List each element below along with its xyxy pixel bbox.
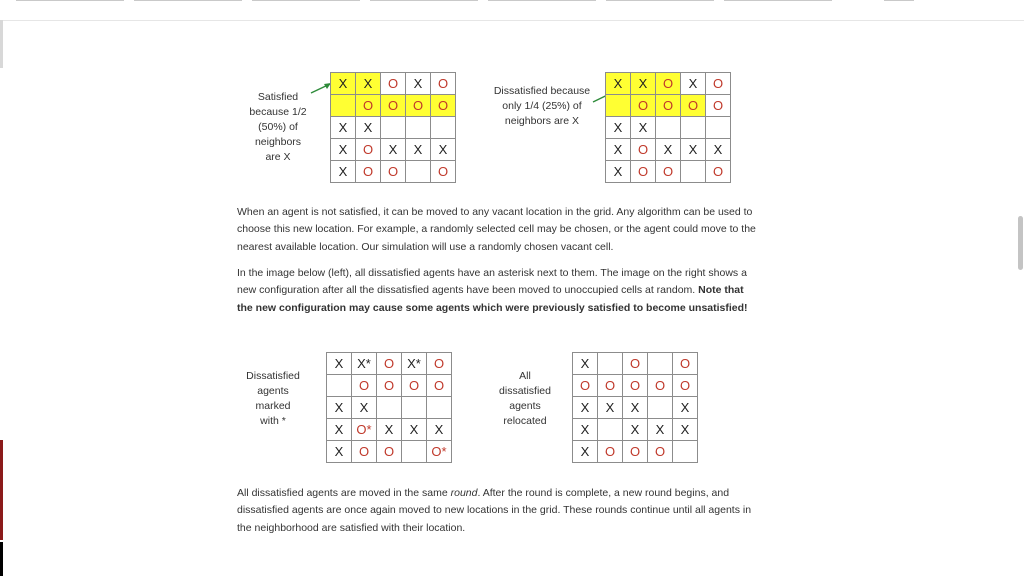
grid-cell: X — [656, 139, 681, 161]
figure2-left-grid — [326, 352, 452, 463]
paragraph-vacant-location: When an agent is not satisfied, it can be moved to any vacant location in the grid. Any algorithm can be used to choose this new location. For example, a randomly selected cell may be chosen, or the agent could move to the nearest available location. Our simulation will use a randomly chosen vacant cell. — [237, 206, 756, 253]
grid-cell: O — [656, 73, 681, 95]
grid-cell: O — [427, 353, 452, 375]
grid-cell: O — [681, 95, 706, 117]
grid-row — [327, 441, 452, 463]
caption-line: agents — [257, 385, 289, 397]
grid-row — [331, 161, 456, 183]
grid-row — [331, 95, 456, 117]
grid-row — [327, 353, 452, 375]
grid-cell: O — [631, 161, 656, 183]
caption-line: (50%) of — [258, 121, 298, 133]
caption-line: neighbors — [254, 136, 302, 148]
grid-cell: O — [431, 95, 456, 117]
grid-cell: X — [598, 397, 623, 419]
figure1-left-caption — [240, 90, 316, 165]
grid-cell: X — [573, 441, 598, 463]
caption-line: Dissatisfied because — [493, 85, 591, 97]
grid-cell: X — [623, 419, 648, 441]
grid-cell: O — [631, 95, 656, 117]
grid-cell: O — [706, 95, 731, 117]
figure1-right-grid — [605, 72, 731, 183]
grid-cell: X — [406, 73, 431, 95]
grid-cell: O — [648, 441, 673, 463]
grid-row — [331, 117, 456, 139]
grid-cell: X — [402, 419, 427, 441]
grid-cell: O — [623, 375, 648, 397]
grid-row — [573, 441, 698, 463]
grid-cell: X — [606, 73, 631, 95]
grid-cell: X — [406, 139, 431, 161]
grid-cell: X — [681, 139, 706, 161]
grid-cell — [706, 117, 731, 139]
caption-line: Satisfied — [257, 91, 299, 103]
grid-row — [573, 419, 698, 441]
caption-line: agents — [509, 400, 541, 412]
grid-cell: O — [623, 441, 648, 463]
grid-cell: O — [431, 161, 456, 183]
grid-cell: O — [673, 375, 698, 397]
grid-cell: X — [327, 441, 352, 463]
grid-row — [327, 419, 452, 441]
grid-cell: O* — [352, 419, 377, 441]
grid-cell: O — [706, 161, 731, 183]
grid-cell: X — [356, 73, 381, 95]
grid-cell — [606, 95, 631, 117]
grid-cell: X — [352, 397, 377, 419]
grid-cell: X — [331, 139, 356, 161]
grid-cell: X — [327, 353, 352, 375]
grid-cell: X — [327, 397, 352, 419]
grid-row — [606, 73, 731, 95]
grid-cell — [431, 117, 456, 139]
figure2-left-caption — [236, 369, 310, 429]
grid-cell: X — [427, 419, 452, 441]
paragraph-italic-term: round — [450, 487, 478, 499]
grid-cell: X — [681, 73, 706, 95]
grid-cell: O — [377, 353, 402, 375]
grid-row — [606, 95, 731, 117]
grid-cell — [327, 375, 352, 397]
figure2-right-grid — [572, 352, 698, 463]
grid-cell: X — [606, 161, 631, 183]
grid-row — [573, 375, 698, 397]
paragraph-asterisk-explanation — [237, 265, 762, 317]
grid-cell: X — [606, 139, 631, 161]
grid-cell — [381, 117, 406, 139]
grid-cell: X — [623, 397, 648, 419]
grid-cell: X — [706, 139, 731, 161]
grid-cell — [331, 95, 356, 117]
top-tab-strip — [0, 0, 1024, 2]
grid-row — [606, 161, 731, 183]
grid-cell: X — [356, 117, 381, 139]
grid-cell: O — [377, 441, 402, 463]
grid-cell: O — [631, 139, 656, 161]
grid-cell: O — [623, 353, 648, 375]
left-accent-bar — [0, 440, 3, 540]
grid-cell: O — [381, 95, 406, 117]
grid-cell — [406, 117, 431, 139]
grid-cell: X — [377, 419, 402, 441]
grid-cell: O — [431, 73, 456, 95]
grid-cell: O — [427, 375, 452, 397]
grid-row — [573, 397, 698, 419]
header-divider — [0, 20, 1024, 21]
grid-cell: O — [656, 95, 681, 117]
grid-row — [331, 73, 456, 95]
caption-line: with * — [260, 415, 286, 427]
grid-row — [573, 353, 698, 375]
grid-cell: X — [631, 73, 656, 95]
grid-cell: O — [381, 73, 406, 95]
grid-row — [606, 139, 731, 161]
grid-cell — [377, 397, 402, 419]
grid-cell: O — [406, 95, 431, 117]
grid-cell: X — [673, 397, 698, 419]
figure1-left-grid — [330, 72, 456, 183]
grid-cell: X — [327, 419, 352, 441]
grid-cell: O* — [427, 441, 452, 463]
caption-line: marked — [255, 400, 291, 412]
grid-cell — [402, 441, 427, 463]
figure1-right-caption — [484, 84, 600, 129]
grid-row — [327, 397, 452, 419]
caption-line: neighbors are X — [504, 115, 580, 127]
grid-cell: O — [673, 353, 698, 375]
grid-cell: O — [573, 375, 598, 397]
caption-line: only 1/4 (25%) of — [502, 100, 582, 112]
caption-line: Dissatisfied — [246, 370, 300, 382]
grid-cell: X — [573, 353, 598, 375]
caption-line: are X — [265, 151, 291, 163]
grid-cell: X — [606, 117, 631, 139]
scrollbar-thumb[interactable] — [1018, 216, 1023, 270]
grid-cell — [648, 353, 673, 375]
grid-cell — [656, 117, 681, 139]
grid-cell: X — [648, 419, 673, 441]
grid-cell: X — [673, 419, 698, 441]
caption-line: relocated — [503, 415, 547, 427]
grid-cell — [681, 117, 706, 139]
grid-cell — [673, 441, 698, 463]
paragraph-rounds — [237, 485, 762, 537]
grid-cell — [402, 397, 427, 419]
grid-row — [331, 139, 456, 161]
caption-line: All — [519, 370, 531, 382]
grid-cell: X* — [352, 353, 377, 375]
grid-row — [606, 117, 731, 139]
grid-cell: O — [377, 375, 402, 397]
grid-cell: X — [381, 139, 406, 161]
grid-cell: O — [656, 161, 681, 183]
grid-cell: X — [331, 73, 356, 95]
grid-cell: X — [331, 161, 356, 183]
grid-cell — [598, 353, 623, 375]
grid-cell: O — [352, 375, 377, 397]
grid-cell — [598, 419, 623, 441]
grid-cell: O — [352, 441, 377, 463]
grid-cell: O — [356, 161, 381, 183]
grid-cell: X — [431, 139, 456, 161]
paragraph-text: In the image below (left), all dissatisfied agents have an asterisk next to them. The image on the right shows a new configuration after all the dissatisfied agents have been moved to unoccupied cells at random. — [237, 267, 747, 297]
paragraph-text: . After the round is complete, a new round begins, and dissatisfied agents are once again moved to new locations in the grid. These rounds continue until all agents in the neighborhood are satisfied with their location. — [237, 487, 752, 534]
paragraph-text: All dissatisfied agents are moved in the same — [237, 487, 451, 499]
grid-cell — [681, 161, 706, 183]
grid-cell: O — [598, 441, 623, 463]
grid-cell — [406, 161, 431, 183]
grid-cell: O — [381, 161, 406, 183]
grid-cell: O — [356, 95, 381, 117]
grid-cell — [648, 397, 673, 419]
grid-cell: X — [573, 397, 598, 419]
caption-line: dissatisfied — [499, 385, 551, 397]
caption-line: because 1/2 — [249, 106, 307, 118]
paragraph-bold-note: Note that the new configuration may cause some agents which were previously satisfied to become unsatisfied! — [237, 284, 748, 314]
grid-cell: O — [598, 375, 623, 397]
grid-cell — [427, 397, 452, 419]
grid-cell: X — [573, 419, 598, 441]
grid-row — [327, 375, 452, 397]
header-divider-stub — [0, 20, 3, 68]
left-dark-bar — [0, 542, 3, 576]
grid-cell: O — [402, 375, 427, 397]
grid-cell: O — [356, 139, 381, 161]
figure2-right-caption — [490, 369, 560, 429]
grid-cell: X* — [402, 353, 427, 375]
grid-cell: X — [331, 117, 356, 139]
grid-cell: O — [648, 375, 673, 397]
grid-cell: X — [631, 117, 656, 139]
grid-cell: O — [706, 73, 731, 95]
